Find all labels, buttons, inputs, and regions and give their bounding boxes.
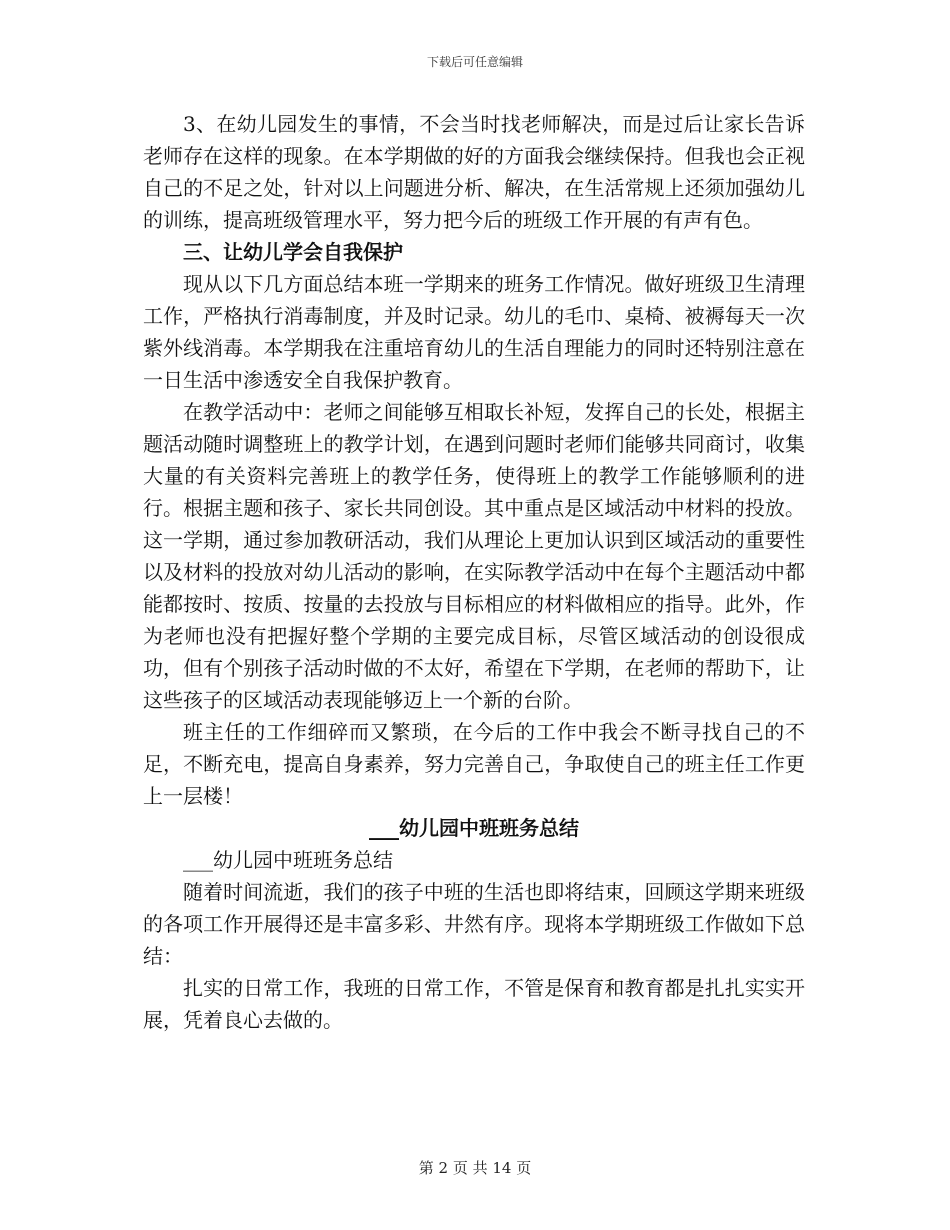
paragraph-2: 现从以下几方面总结本班一学期来的班务工作情况。做好班级卫生清理工作，严格执行消毒制度，并及时记录。幼儿的毛巾、桌椅、被褥每天一次紫外线消毒。本学期我在注重培育幼儿的生活自理能力的同时还特别注意在一日生活中渗透安全自我保护教育。 [143,272,805,392]
page-header: 下载后可任意编辑 [426,55,523,69]
paragraph-3: 在教学活动中：老师之间能够互相取长补短，发挥自己的长处，根据主题活动随时调整班上的教学计划，在遇到问题时老师们能够共同商讨，收集大量的有关资料完善班上的教学任务，使得班上的教学工作能够顺利的进行。根据主题和孩子、家长共同创设。其中重点是区域活动中材料的投放。这一学期，通过参加教研活动，我们从理论上更加认识到区域活动的重要性以及材料的投放对幼儿活动的影响，在实际教学活动中在每个主题活动中都能都按时、按质、按量的去投放与目标相应的材料做相应的指导。此外，作为老师也没有把握好整个学期的主要完成目标，尽管区域活动的创设很成功，但有个别孩子活动时做的不太好，希望在下学期，在老师的帮助下，让这些孩子的区域活动表现能够迈上一个新的台阶。 [143,400,805,712]
document-title: ___幼儿园中班班务总结 [369,816,579,840]
paragraph-1: 3、在幼儿园发生的事情，不会当时找老师解决，而是过后让家长告诉老师存在这样的现象。在本学期做的好的方面我会继续保持。但我也会正视自己的不足之处，针对以上问题进分析、解决，在生活常规上还须加强幼儿的训练，提高班级管理水平，努力把今后的班级工作开展的有声有色。 [143,112,805,232]
document-body [143,108,805,1036]
section-heading-3: 三、让幼儿学会自我保护 [183,240,403,264]
document-subtitle: ___幼儿园中班班务总结 [183,848,393,872]
paragraph-4: 班主任的工作细碎而又繁琐，在今后的工作中我会不断寻找自己的不足，不断充电，提高自身素养，努力完善自己，争取使自己的班主任工作更上一层楼！ [143,720,805,808]
paragraph-5: 随着时间流逝，我们的孩子中班的生活也即将结束，回顾这学期来班级的各项工作开展得还是丰富多彩、井然有序。现将本学期班级工作做如下总结： [143,880,805,968]
page-footer: 第 2 页 共 14 页 [418,1159,532,1177]
paragraph-6: 扎实的日常工作，我班的日常工作，不管是保育和教育都是扎扎实实开展，凭着良心去做的。 [143,976,805,1032]
